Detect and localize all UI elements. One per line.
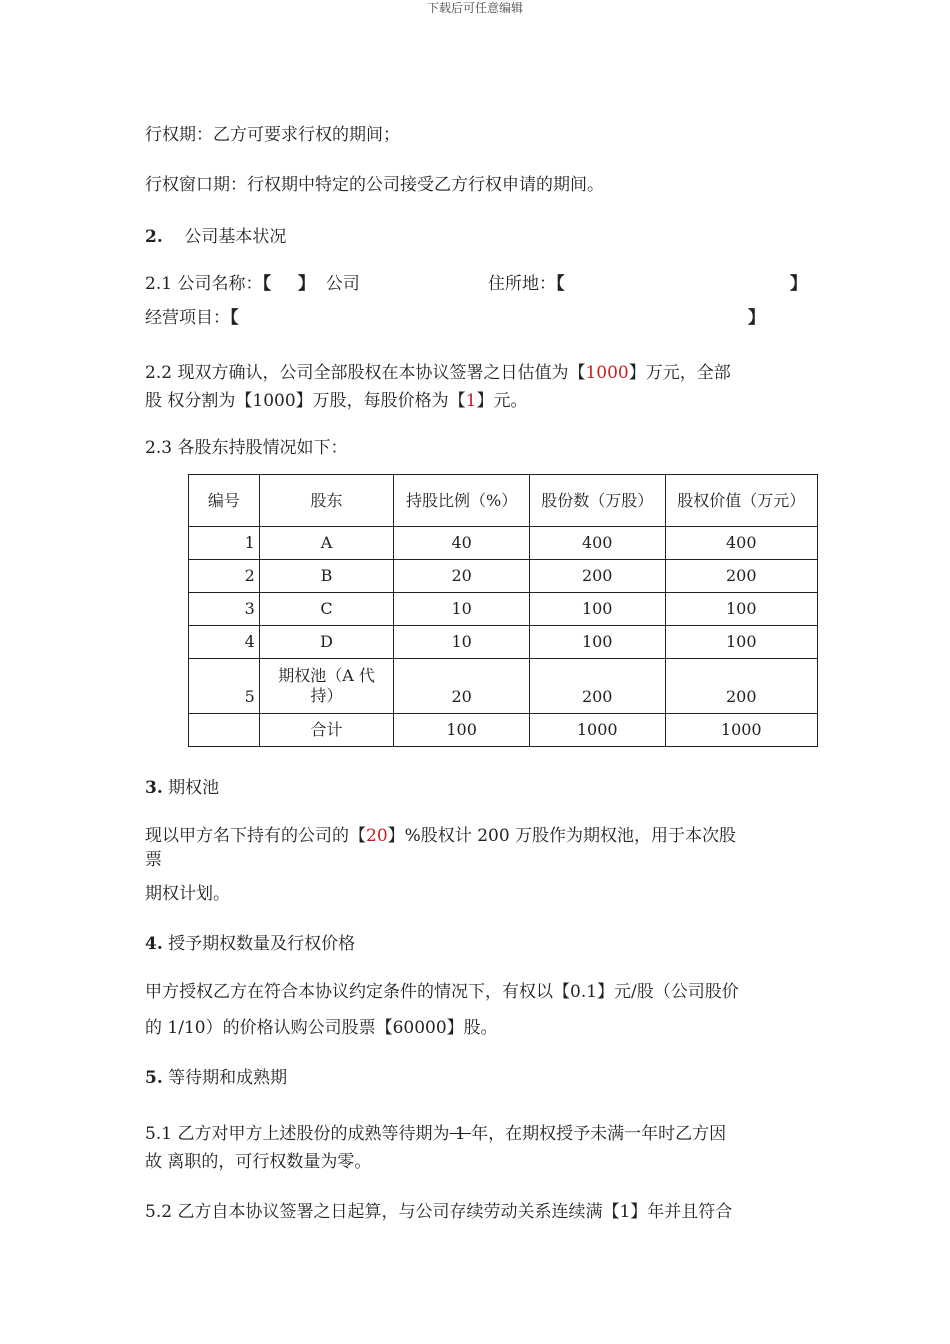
table-cell: 1 [189, 527, 260, 560]
company-name-line [145, 272, 360, 296]
table-row [189, 560, 818, 593]
share-price-value: 1 [465, 391, 477, 411]
section-5-title: 等待期和成熟期 [168, 1068, 288, 1088]
table-cell: B [259, 560, 394, 593]
table-cell: 100 [665, 626, 818, 659]
table-cell: 100 [529, 593, 665, 626]
section-3-number: 3. [145, 778, 163, 798]
table-cell: 40 [394, 527, 530, 560]
address-line [488, 272, 565, 296]
section-5-heading [145, 1066, 287, 1090]
table-cell: 400 [529, 527, 665, 560]
table-row [189, 626, 818, 659]
option-pool-line-3: 期权计划。 [145, 884, 230, 904]
table-cell: A [259, 527, 394, 560]
table-cell: 100 [665, 593, 818, 626]
table-header-row [189, 475, 818, 527]
table-cell: D [259, 626, 394, 659]
table-row [189, 593, 818, 626]
option-pool-percent: 20 [366, 826, 388, 846]
table-cell: 20 [394, 560, 530, 593]
vesting-line-2: 故 离职的，可行权数量为零。 [145, 1152, 372, 1172]
table-cell: 100 [394, 714, 530, 747]
table-cell: 4 [189, 626, 260, 659]
header-cell: 股份数（万股） [529, 475, 665, 527]
bracket-close: 】 [297, 274, 315, 294]
section-4-title: 授予期权数量及行权价格 [168, 934, 356, 954]
definition-exercise-window: 行权窗口期：行权期中特定的公司接受乙方行权申请的期间。 [145, 175, 604, 195]
section-3-heading [145, 776, 219, 800]
company-name-label: 2.1 公司名称： [145, 274, 263, 294]
grant-line-2: 的 1/10）的价格认购公司股票【60000】股。 [145, 1018, 498, 1038]
bracket-open: 【 [230, 308, 239, 328]
header-cell: 股东 [259, 475, 394, 527]
header-cell: 编号 [189, 475, 260, 527]
option-pool-text: 现以甲方名下持有的公司的 [145, 826, 349, 846]
table-cell: 3 [189, 593, 260, 626]
option-pool-line: 现以甲方名下持有的公司的【20】%股权计 200 万股作为期权池，用于本次股 [145, 826, 737, 846]
table-cell: 200 [529, 560, 665, 593]
section-3-title: 期权池 [168, 778, 220, 798]
option-pool-text-end: %股权计 200 万股作为期权池，用于本次股 [404, 826, 737, 846]
section-5-number: 5. [145, 1068, 163, 1088]
vesting-years: 1 [449, 1124, 472, 1144]
business-label: 经营项目： [145, 308, 230, 328]
bracket-close: 】 [748, 308, 765, 328]
header-cell: 持股比例（%） [394, 475, 530, 527]
table-total-row [189, 714, 818, 747]
shareholder-intro: 2.3 各股东持股情况如下： [145, 438, 348, 458]
table-cell: 20 [394, 659, 530, 714]
section-2-title: 公司基本状况 [184, 227, 287, 247]
table-cell: 10 [394, 593, 530, 626]
page-header: 下载后可任意编辑 [426, 1, 523, 15]
vesting-5-2-line: 5.2 乙方自本协议签署之日起算，与公司存续劳动关系连续满【1】年并且符合 [145, 1202, 733, 1222]
table-row [189, 659, 818, 714]
bracket-close: 】 [790, 274, 807, 294]
table-cell: 1000 [665, 714, 818, 747]
address-label: 住所地： [488, 274, 556, 294]
grant-line-1: 甲方授权乙方在符合本协议约定条件的情况下，有权以【0.1】元/股（公司股价 [145, 982, 739, 1002]
table-cell: 期权池（A 代持） [259, 659, 394, 714]
business-line [145, 306, 239, 330]
section-4-heading [145, 932, 355, 956]
section-2-heading [145, 225, 286, 249]
valuation-value: 1000 [585, 363, 629, 383]
table-cell: 合计 [259, 714, 394, 747]
header-cell: 股权价值（万元） [665, 475, 818, 527]
table-row [189, 527, 818, 560]
table-cell: 2 [189, 560, 260, 593]
table-cell: C [259, 593, 394, 626]
definition-exercise-period: 行权期：乙方可要求行权的期间； [145, 125, 400, 145]
valuation-line: 2.2 现双方确认，公司全部股权在本协议签署之日估值为【1000】万元，全部 [145, 363, 731, 383]
option-pool-line-2: 票 [145, 850, 162, 870]
bracket-open: 【 [262, 274, 271, 294]
table-cell: 1000 [529, 714, 665, 747]
table-cell: 200 [665, 560, 818, 593]
vesting-text: 5.1 乙方对甲方上述股份的成熟等待期为 [145, 1124, 450, 1144]
table-cell: 5 [189, 659, 260, 714]
table-cell: 10 [394, 626, 530, 659]
price-text: 股 权分割为【1000】万股，每股价格为 [145, 391, 449, 411]
table-cell [189, 714, 260, 747]
company-suffix: 公司 [325, 274, 360, 294]
valuation-text-end: 万元，全部 [645, 363, 731, 383]
table-cell: 200 [529, 659, 665, 714]
price-line: 股 权分割为【1000】万股，每股价格为【1】元。 [145, 391, 528, 411]
table-cell: 400 [665, 527, 818, 560]
price-text-end: 元。 [493, 391, 528, 411]
vesting-line-1 [145, 1122, 726, 1146]
valuation-text: 2.2 现双方确认，公司全部股权在本协议签署之日估值为 [145, 363, 569, 383]
table-cell: 200 [665, 659, 818, 714]
bracket-open: 【 [556, 274, 565, 294]
vesting-text-end: 年，在期权授予未满一年时乙方因 [471, 1124, 727, 1144]
section-2-number: 2. [145, 227, 163, 247]
section-4-number: 4. [145, 934, 163, 954]
shareholding-table [188, 474, 818, 747]
table-cell: 100 [529, 626, 665, 659]
